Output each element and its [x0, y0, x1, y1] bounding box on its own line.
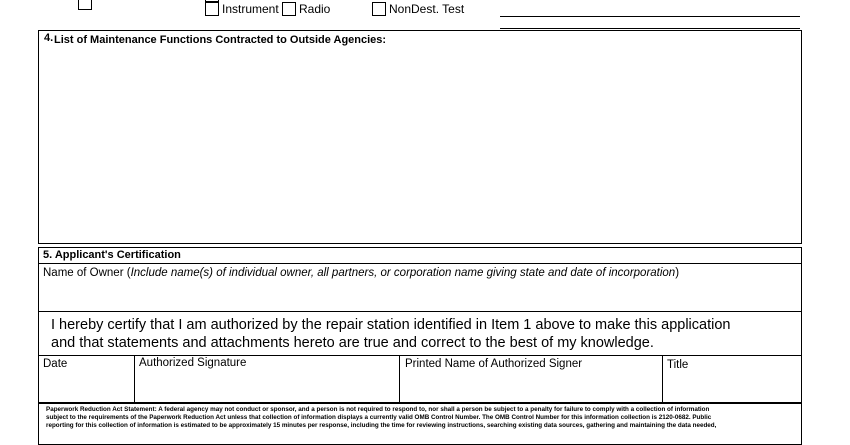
certification-line-2: and that statements and attachments hereto are true and correct to the best of my knowledge.	[51, 335, 654, 351]
printed-name-label: Printed Name of Authorized Signer	[405, 358, 583, 370]
owner-divider	[39, 311, 801, 312]
paperwork-line-3: reporting for this collection of information is estimated to be approximately 15 minutes per response, including the time for reviewing instructions, searching existing data sources, gathering and maintaining the data needed,	[46, 422, 717, 430]
printed-title-divider	[662, 355, 663, 402]
paperwork-line-1: Paperwork Reduction Act Statement: A federal agency may not conduct or sponsor, and a person is not required to respond to, nor shall a person be subject to a penalty for failure to comply with a collection of information	[46, 406, 710, 413]
date-field[interactable]	[40, 372, 132, 400]
nondest-test-label: NonDest. Test	[389, 2, 465, 16]
date-signature-divider	[134, 355, 135, 402]
instrument-label: Instrument	[222, 2, 279, 16]
date-label: Date	[43, 358, 68, 370]
instrument-checkbox[interactable]	[205, 2, 219, 16]
title-field[interactable]	[664, 372, 798, 400]
section-4-title: List of Maintenance Functions Contracted to Outside Agencies:	[54, 34, 387, 46]
authorized-signature-label: Authorized Signature	[139, 357, 247, 369]
paperwork-line-2: subject to the requirements of the Paperwork Reduction Act unless that collection of information displays a currently valid OMB Control Number. The OMB Control Number for this information collection is 2120-0682. Public	[46, 414, 712, 422]
section-5-title-divider	[39, 263, 801, 264]
signature-printed-divider	[399, 355, 400, 402]
certification-divider	[39, 355, 801, 356]
printed-name-field[interactable]	[401, 372, 659, 400]
section-4-number: 4.	[44, 32, 54, 44]
radio-label: Radio	[299, 2, 331, 16]
authorized-signature-field[interactable]	[136, 372, 396, 400]
top-right-line-1	[500, 16, 800, 17]
maintenance-functions-field[interactable]	[44, 50, 794, 238]
owner-name-label: Name of Owner (Include name(s) of individual owner, all partners, or corporation name giving state and date of incorporation)	[43, 267, 680, 279]
owner-name-field[interactable]	[43, 282, 795, 308]
top-left-checkbox[interactable]	[78, 0, 92, 10]
top-right-line-2	[500, 28, 800, 29]
certification-line-1: I hereby certify that I am authorized by the repair station identified in Item 1 above to make this application	[51, 317, 731, 333]
section-5-title: 5. Applicant's Certification	[43, 249, 181, 261]
paperwork-statement	[46, 406, 796, 431]
title-label: Title	[667, 359, 689, 371]
radio-checkbox[interactable]	[282, 2, 296, 16]
nondest-test-checkbox[interactable]	[372, 2, 386, 16]
